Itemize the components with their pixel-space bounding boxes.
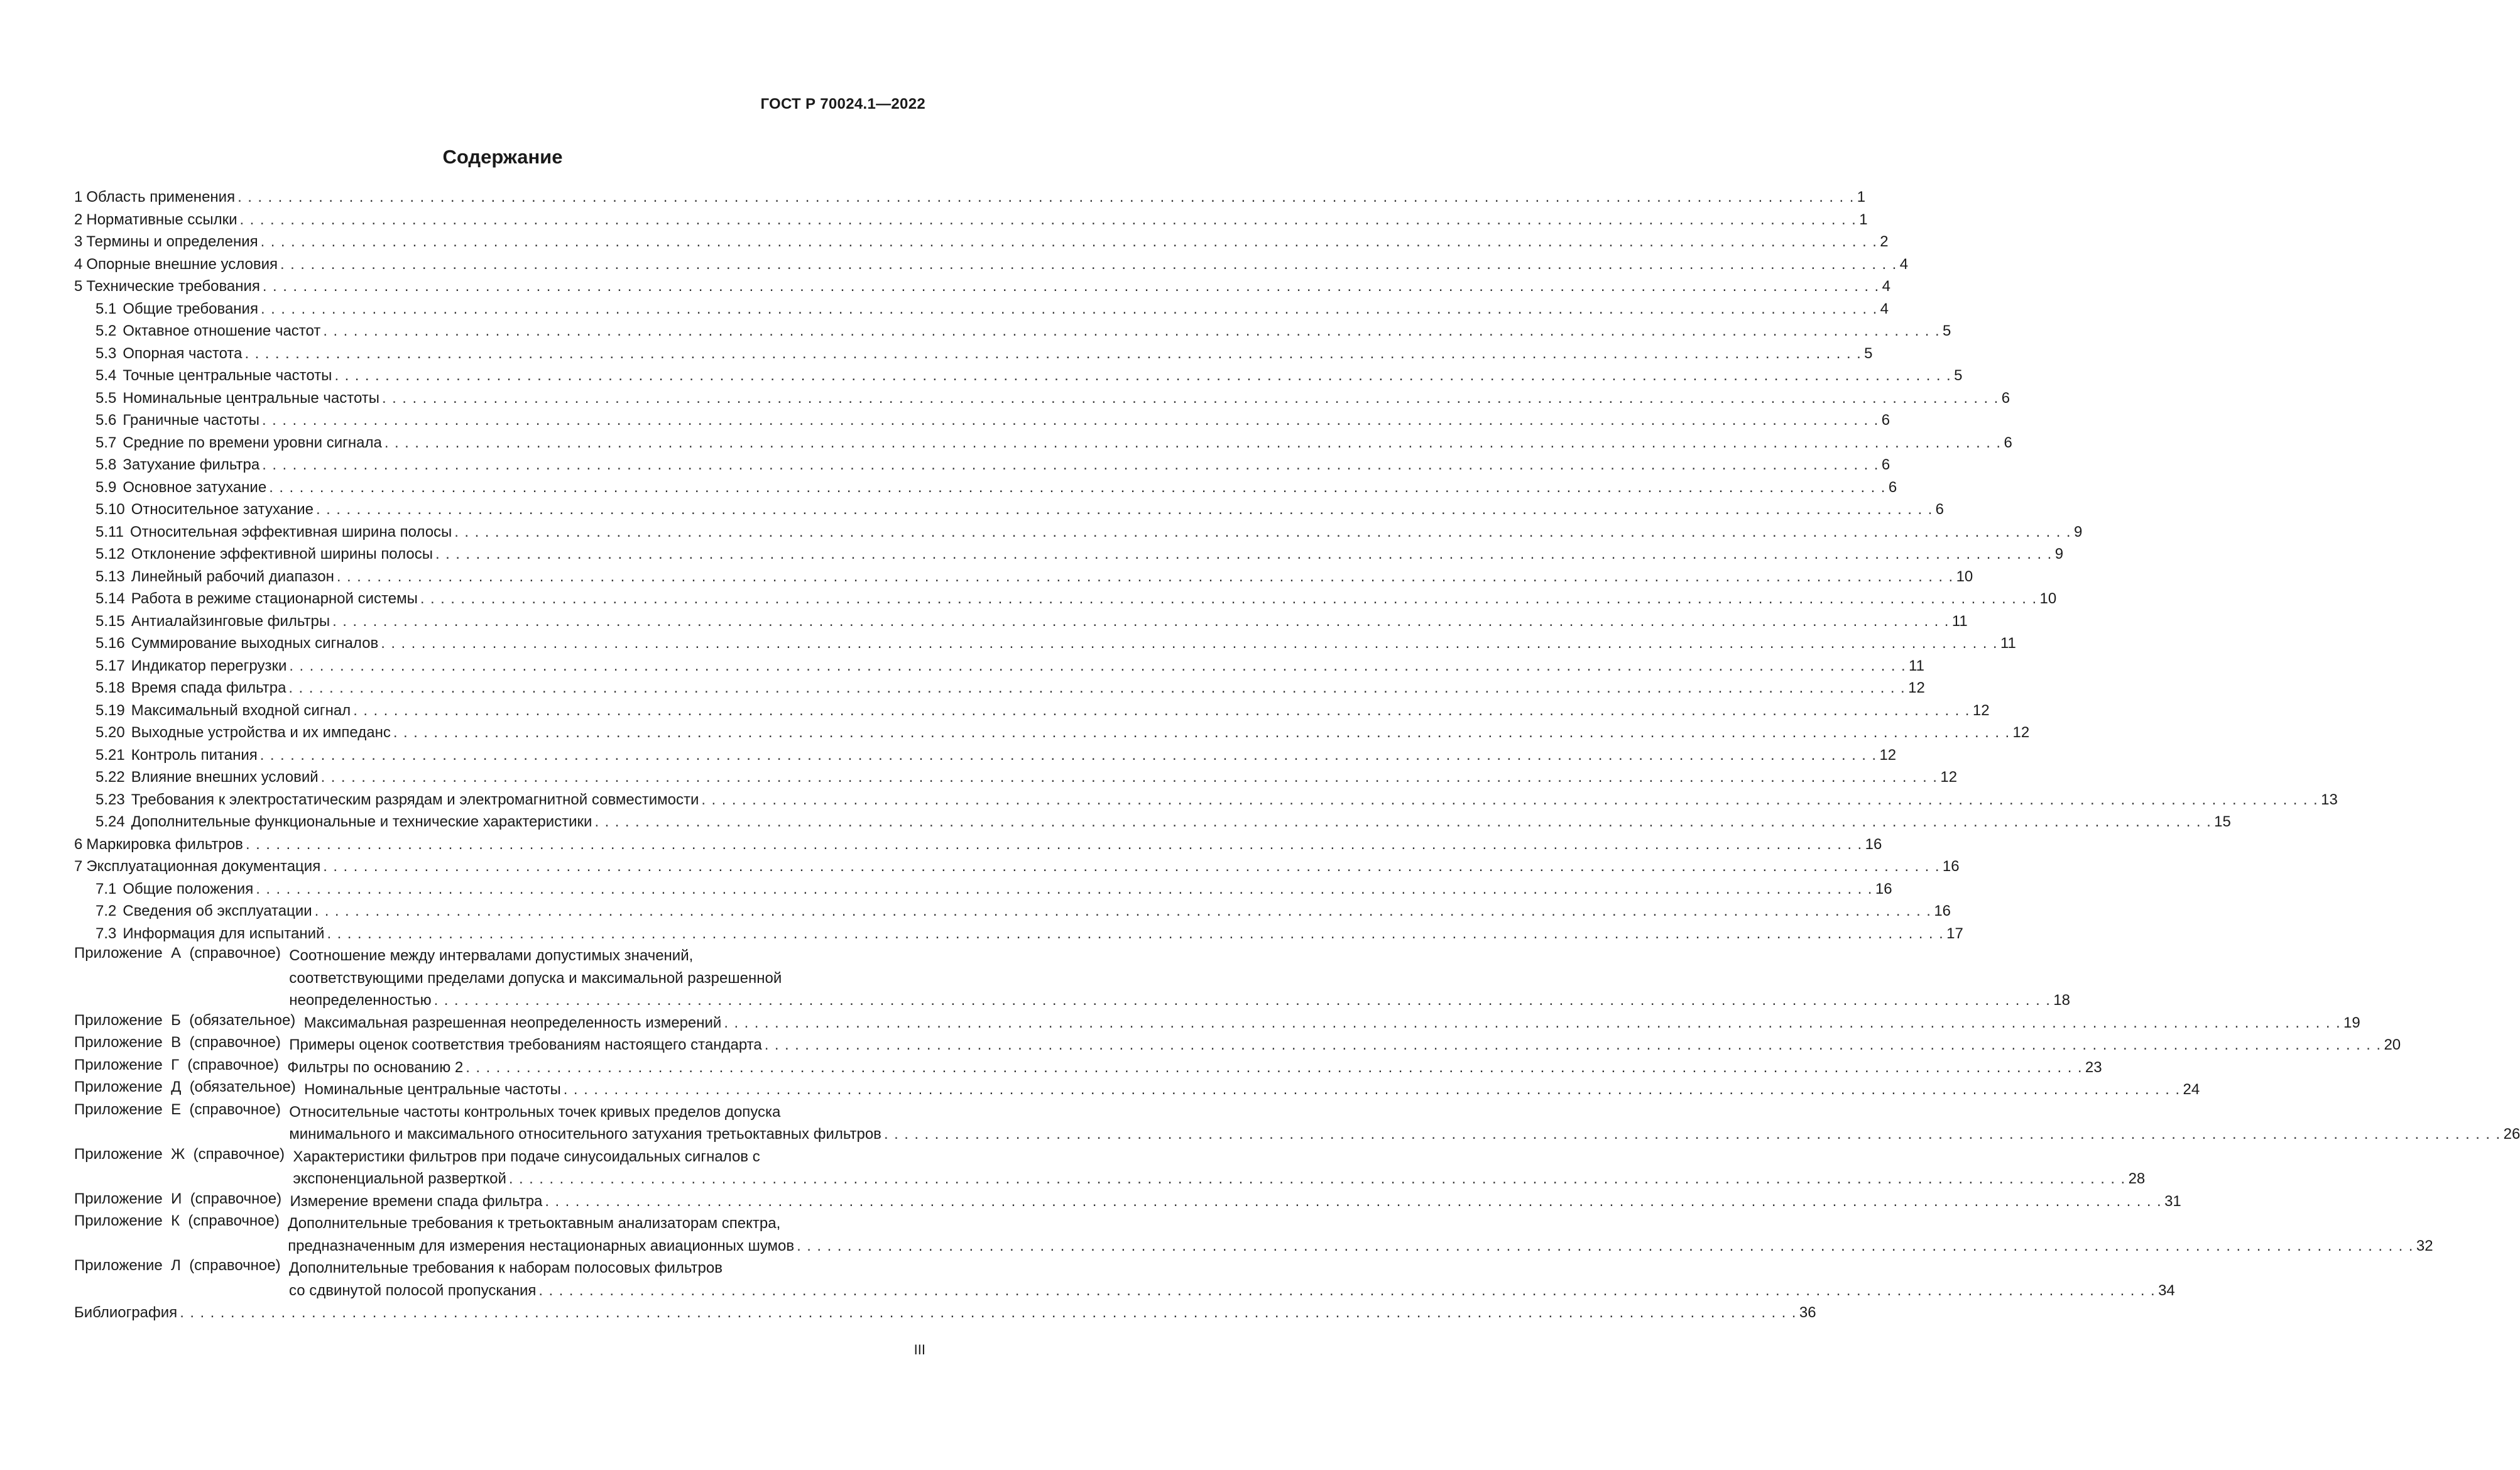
- toc-entry-label-group: [95, 610, 330, 633]
- dot-leader: [315, 900, 1932, 923]
- toc-entry-label-group: [95, 811, 592, 833]
- toc-entry-number: 5.20: [95, 724, 125, 741]
- dot-leader: [509, 1168, 2126, 1190]
- toc-entry-title: Дополнительные функциональные и технические характеристики: [131, 813, 592, 830]
- toc-entry[interactable]: [74, 878, 1892, 901]
- toc-entry-number: 7.2: [95, 902, 117, 919]
- dot-leader: [420, 588, 2037, 610]
- appendix-entry[interactable]: [74, 1257, 2175, 1302]
- appendix-prefix: Приложение Е (справочное): [74, 1100, 290, 1118]
- toc-entry[interactable]: [74, 655, 1924, 677]
- toc-entry-number: 5.12: [95, 546, 125, 562]
- toc-entry-page: 17: [1946, 924, 1963, 942]
- toc-entry-page: 11: [1909, 657, 1924, 674]
- toc-entry-number: 5.15: [95, 612, 125, 630]
- toc-entry[interactable]: [74, 231, 1889, 253]
- appendix-page: 23: [2085, 1058, 2102, 1076]
- dot-leader: [466, 1056, 2083, 1079]
- dot-leader: [724, 1012, 2341, 1034]
- toc-entry-page: 6: [1881, 412, 1890, 429]
- appendix-title-text: Измерение времени спада фильтра: [290, 1192, 543, 1210]
- toc-entry-number: 5.10: [95, 501, 125, 518]
- toc-entry-number: 5.6: [95, 412, 117, 429]
- appendix-body: [293, 1146, 2145, 1190]
- toc-entry-title: Технические требования: [86, 278, 260, 295]
- toc-entry-page: 5: [1943, 322, 1951, 339]
- toc-entry-number: 5.1: [95, 300, 117, 317]
- dot-leader: [256, 878, 1873, 901]
- toc-entry[interactable]: [74, 744, 1897, 767]
- document-code: ГОСТ Р 70024.1—2022: [760, 96, 925, 112]
- appendix-title-line: [288, 1235, 2433, 1258]
- toc-entry-label-group: [95, 498, 314, 521]
- toc-entry[interactable]: [74, 320, 1951, 343]
- toc-entry-title: Относительное затухание: [131, 501, 314, 518]
- appendix-body: [288, 1212, 2433, 1257]
- toc-entry-title: Граничные частоты: [123, 412, 260, 429]
- toc-entry[interactable]: [74, 454, 1890, 476]
- appendix-body: [289, 1257, 2175, 1302]
- toc-entry[interactable]: [74, 365, 1963, 387]
- toc-entry-label-group: [95, 588, 418, 610]
- appendix-title-line: [287, 1056, 2102, 1079]
- toc-entry-number: 5.19: [95, 701, 125, 719]
- dot-leader: [262, 409, 1879, 432]
- appendix-entry[interactable]: [74, 1056, 2102, 1079]
- toc-entry[interactable]: [74, 610, 1968, 633]
- toc-entry-title: Информация для испытаний: [123, 924, 325, 942]
- toc-entry[interactable]: [74, 253, 1909, 276]
- toc-entry-title: Работа в режиме стационарной системы: [131, 590, 418, 607]
- toc-entry-number: 5.16: [95, 635, 125, 652]
- appendix-body: [304, 1078, 2200, 1101]
- appendix-title-line: [289, 1123, 2520, 1146]
- table-of-contents: [74, 186, 2520, 1324]
- toc-entry-page: 6: [1935, 501, 1945, 518]
- toc-entry[interactable]: [74, 566, 1973, 588]
- toc-entry-label-group: [74, 209, 237, 231]
- appendix-title-text: экспоненциальной разверткой: [293, 1170, 506, 1187]
- dot-leader: [263, 275, 1880, 298]
- toc-entry-label-group: [95, 409, 259, 432]
- toc-entry-label-group: [74, 855, 320, 878]
- appendix-title-text: Соотношение между интервалами допустимых значений,: [289, 947, 694, 964]
- dot-leader: [435, 543, 2053, 566]
- toc-entry[interactable]: [74, 387, 2010, 410]
- toc-entry-label-group: [74, 833, 243, 856]
- appendix-prefix: Приложение Д (обязательное): [74, 1078, 305, 1095]
- toc-entry[interactable]: [74, 476, 1897, 499]
- toc-entry-page: 1: [1859, 211, 1868, 228]
- appendix-title-line: [304, 1078, 2200, 1101]
- toc-entry-number: 1: [74, 189, 83, 206]
- toc-entry-label-group: [95, 923, 324, 945]
- dot-leader: [385, 432, 2002, 454]
- toc-entry-title: Опорные внешние условия: [86, 255, 278, 273]
- toc-entry-number: 5.11: [95, 523, 124, 540]
- toc-entry-label-group: [95, 454, 259, 476]
- appendix-title-text: Дополнительные требования к третьоктавным анализаторам спектра,: [288, 1215, 781, 1232]
- toc-entry-label-group: [95, 655, 286, 677]
- appendix-prefix: Приложение К (справочное): [74, 1212, 288, 1229]
- appendix-entry[interactable]: [74, 1078, 2200, 1101]
- appendix-title-text: со сдвинутой полосой пропускания: [288, 1281, 537, 1299]
- appendix-page: 34: [2158, 1281, 2175, 1299]
- dot-leader: [454, 521, 2071, 544]
- appendix-title-text: Дополнительные требования к наборам полосовых фильтров: [288, 1259, 723, 1276]
- toc-entry-title: Основное затухание: [123, 478, 267, 496]
- toc-entry-number: 5.4: [95, 367, 117, 384]
- appendix-entry[interactable]: [74, 945, 2070, 1012]
- appendix-title-line: [289, 1257, 2175, 1280]
- toc-entry-page: 12: [1972, 701, 1990, 719]
- dot-leader: [261, 231, 1878, 253]
- toc-entry-number: 6: [74, 835, 83, 853]
- appendix-title-text: соответствующими пределами допуска и максимальной разрешенной: [289, 969, 782, 987]
- toc-entry-page: 13: [2321, 791, 2338, 808]
- toc-entry-label-group: [95, 878, 253, 901]
- toc-entry-number: 2: [74, 211, 83, 228]
- toc-entry-title: Отклонение эффективной ширины полосы: [131, 546, 433, 562]
- toc-entry-page: 16: [1942, 858, 1960, 875]
- toc-entry-page: 16: [1865, 835, 1882, 853]
- toc-entry[interactable]: [74, 632, 2016, 655]
- toc-entry-page: 11: [1951, 612, 1968, 630]
- dot-leader: [260, 744, 1877, 767]
- appendix-entry[interactable]: [74, 1190, 2181, 1213]
- bibliography-page: 36: [1799, 1304, 1816, 1321]
- toc-entry-title: Точные центральные частоты: [123, 367, 332, 384]
- appendix-page: 24: [2183, 1081, 2200, 1098]
- toc-entry-number: 4: [74, 255, 83, 273]
- toc-entry-title: Средние по времени уровни сигнала: [123, 434, 382, 451]
- toc-entry[interactable]: [74, 588, 2057, 610]
- appendix-page: 20: [2384, 1036, 2401, 1053]
- toc-entry-page: 4: [1899, 255, 1909, 273]
- toc-entry-label-group: [95, 566, 334, 588]
- toc-entry-label-group: [95, 677, 286, 699]
- toc-entry-label-group: [74, 275, 260, 298]
- toc-entry[interactable]: [74, 432, 2012, 454]
- dot-leader: [269, 476, 1886, 499]
- dot-leader: [237, 186, 1855, 209]
- dot-leader: [765, 1034, 2382, 1056]
- dot-leader: [594, 811, 2212, 833]
- toc-entry-title: Область применения: [86, 189, 236, 206]
- appendix-page: 19: [2343, 1014, 2360, 1031]
- toc-entry-number: 5.21: [95, 746, 125, 764]
- toc-entry-title: Относительная эффективная ширина полосы: [129, 523, 452, 540]
- toc-entry-title: Сведения об эксплуатации: [123, 902, 312, 919]
- appendix-title-text: Характеристики фильтров при подаче синусоидальных сигналов с: [293, 1148, 760, 1165]
- toc-entry-number: 7.3: [95, 924, 117, 942]
- toc-entry-title: Маркировка фильтров: [86, 835, 243, 853]
- appendix-title-line: [289, 945, 2070, 967]
- toc-entry-number: 5.13: [95, 568, 125, 585]
- dot-leader: [261, 298, 1878, 321]
- toc-entry[interactable]: [74, 543, 2064, 566]
- toc-entry-page: 5: [1954, 367, 1963, 384]
- page-title: Содержание: [442, 146, 563, 168]
- toc-entry-title: Термины и определения: [86, 233, 258, 250]
- dot-leader: [316, 498, 1933, 521]
- toc-entry[interactable]: [74, 900, 1951, 923]
- toc-entry-number: 5.18: [95, 679, 125, 696]
- appendix-page: 28: [2128, 1170, 2146, 1187]
- dot-leader: [240, 209, 1857, 231]
- toc-entry-label-group: [95, 900, 312, 923]
- toc-entry-number: 5.8: [95, 456, 117, 473]
- appendix-page: 32: [2416, 1237, 2433, 1254]
- toc-entry-label-group: [95, 632, 378, 655]
- dot-leader: [393, 721, 2010, 744]
- toc-entry-page: 16: [1875, 880, 1892, 897]
- toc-entry[interactable]: [74, 275, 1890, 298]
- dot-leader: [280, 253, 1897, 276]
- appendix-prefix: Приложение И (справочное): [74, 1190, 290, 1207]
- toc-entry[interactable]: [74, 209, 1868, 231]
- toc-entry-number: 5.5: [95, 389, 117, 407]
- toc-entry[interactable]: [74, 699, 1990, 722]
- toc-entry-label-group: [95, 432, 382, 454]
- appendix-prefix: Приложение Ж (справочное): [74, 1145, 293, 1163]
- appendix-title-line: [288, 1212, 2433, 1235]
- dot-leader: [321, 766, 1938, 789]
- toc-entry-label-group: [95, 721, 391, 744]
- dot-leader: [701, 789, 2318, 811]
- toc-entry-page: 12: [2012, 724, 2030, 741]
- toc-entry-number: 5.7: [95, 434, 117, 451]
- toc-entry-page: 6: [2001, 389, 2010, 407]
- dot-leader: [288, 677, 1906, 699]
- dot-leader: [289, 655, 1906, 677]
- dot-leader: [323, 855, 1940, 878]
- toc-entry-title: Индикатор перегрузки: [131, 657, 287, 674]
- appendix-title-line: [289, 1034, 2401, 1056]
- toc-entry-number: 5: [74, 278, 83, 295]
- bibliography-entry[interactable]: [74, 1302, 1816, 1324]
- toc-entry-number: 5.24: [95, 813, 125, 830]
- dot-leader: [323, 320, 1940, 343]
- dot-leader: [538, 1280, 2156, 1302]
- toc-entry-page: 6: [2004, 434, 2012, 451]
- appendix-prefix: Приложение В (справочное): [74, 1034, 290, 1051]
- toc-entry-page: 4: [1882, 278, 1890, 295]
- toc-entry[interactable]: [74, 186, 1866, 209]
- appendix-body: [287, 1056, 2102, 1079]
- toc-entry-title: Суммирование выходных сигналов: [131, 635, 379, 652]
- appendix-page: 31: [2164, 1192, 2181, 1210]
- appendix-entry[interactable]: [74, 1100, 2520, 1146]
- toc-entry-page: 2: [1880, 233, 1889, 250]
- toc-entry-title: Нормативные ссылки: [86, 211, 237, 228]
- appendix-title-text: неопределенностью: [289, 992, 432, 1009]
- toc-entry-number: 5.23: [95, 791, 125, 808]
- toc-entry[interactable]: [74, 409, 1890, 432]
- toc-entry[interactable]: [74, 766, 1958, 789]
- appendix-title-text: предназначенным для измерения нестационарных авиационных шумов: [288, 1237, 795, 1254]
- dot-leader: [262, 454, 1879, 476]
- appendix-body: [289, 1101, 2520, 1146]
- toc-entry-page: 16: [1934, 902, 1951, 919]
- toc-entry-page: 10: [1956, 568, 1973, 585]
- appendix-title-line: [304, 1012, 2360, 1034]
- toc-entry-label-group: [95, 298, 258, 321]
- toc-entry-label-group: [74, 253, 278, 276]
- toc-entry-page: 12: [1940, 769, 1958, 786]
- toc-entry-title: Общие требования: [123, 300, 258, 317]
- toc-entry[interactable]: [74, 923, 1963, 945]
- appendix-prefix: Приложение Б (обязательное): [74, 1011, 304, 1029]
- appendix-entry[interactable]: [74, 1145, 2146, 1190]
- toc-entry[interactable]: [74, 521, 2083, 544]
- dot-leader: [180, 1302, 1797, 1324]
- bibliography-label: Библиография: [74, 1304, 178, 1321]
- toc-entry-title: Антиалайзинговые фильтры: [131, 612, 330, 630]
- toc-entry-number: 3: [74, 233, 83, 250]
- toc-entry-label-group: [74, 186, 235, 209]
- toc-entry-label-group: [95, 320, 320, 343]
- appendix-prefix: Приложение А (справочное): [74, 945, 290, 962]
- toc-entry-title: Опорная частота: [123, 344, 243, 362]
- appendix-title-text: Номинальные центральные частоты: [304, 1081, 561, 1098]
- dot-leader: [332, 610, 1950, 633]
- toc-entry[interactable]: [74, 498, 1945, 521]
- toc-entry-page: 1: [1857, 189, 1866, 206]
- appendix-entry[interactable]: [74, 1034, 2401, 1056]
- dot-leader: [382, 387, 1999, 410]
- toc-entry-page: 10: [2039, 590, 2057, 607]
- toc-entry-title: Максимальный входной сигнал: [131, 701, 351, 719]
- appendix-title-line: [289, 1280, 2175, 1302]
- toc-entry-title: Время спада фильтра: [131, 679, 286, 696]
- toc-entry[interactable]: [74, 343, 1873, 365]
- toc-entry-title: Выходные устройства и их импеданс: [131, 724, 391, 741]
- dot-leader: [381, 632, 1998, 655]
- appendix-page: 18: [2053, 992, 2070, 1009]
- toc-entry-title: Влияние внешних условий: [131, 769, 319, 786]
- appendix-body: [290, 1190, 2181, 1213]
- toc-entry-title: Требования к электростатическим разрядам и электромагнитной совместимости: [131, 791, 699, 808]
- toc-entry[interactable]: [74, 298, 1889, 321]
- toc-entry-label-group: [95, 521, 452, 544]
- dot-leader: [334, 365, 1951, 387]
- toc-entry-label-group: [95, 343, 242, 365]
- toc-entry-page: 6: [1881, 456, 1890, 473]
- toc-entry-number: 5.9: [95, 478, 117, 496]
- dot-leader: [434, 989, 2051, 1012]
- dot-leader: [884, 1123, 2501, 1146]
- dot-leader: [797, 1235, 2414, 1258]
- appendix-body: [289, 1034, 2401, 1056]
- dot-leader: [244, 343, 1862, 365]
- toc-entry-label-group: [95, 766, 319, 789]
- dot-leader: [337, 566, 1954, 588]
- toc-entry-number: 5.14: [95, 590, 125, 607]
- appendix-title-line: [289, 967, 2070, 990]
- toc-entry-title: Линейный рабочий диапазон: [131, 568, 334, 585]
- toc-entry-page: 9: [2073, 523, 2083, 540]
- toc-entry-label-group: [95, 744, 258, 767]
- appendix-prefix: Приложение Г (справочное): [74, 1056, 288, 1073]
- toc-entry-page: 5: [1864, 344, 1873, 362]
- toc-entry-label-group: [95, 789, 699, 811]
- toc-entry-label-group: [74, 231, 258, 253]
- appendix-title-text: Относительные частоты контрольных точек кривых пределов допуска: [289, 1103, 781, 1121]
- toc-entry-number: 7.1: [95, 880, 117, 897]
- toc-entry-number: 7: [74, 858, 83, 875]
- toc-entry-page: 4: [1880, 300, 1889, 317]
- toc-entry-page: 12: [1908, 679, 1925, 696]
- toc-entry-number: 5.2: [95, 322, 117, 339]
- toc-entry[interactable]: [74, 855, 1960, 878]
- dot-leader: [246, 833, 1863, 856]
- appendix-title-line: [293, 1168, 2145, 1190]
- appendix-title-text: Фильтры по основанию 2: [287, 1058, 464, 1076]
- toc-entry-title: Октавное отношение частот: [123, 322, 321, 339]
- toc-entry-number: 5.3: [95, 344, 117, 362]
- toc-entry-title: Эксплуатационная документация: [86, 858, 321, 875]
- toc-entry-page: 15: [2214, 813, 2231, 830]
- page-number: III: [914, 1342, 925, 1358]
- toc-entry-page: 9: [2054, 546, 2064, 562]
- appendix-title-text: Примеры оценок соответствия требованиям настоящего стандарта: [289, 1036, 762, 1053]
- toc-entry[interactable]: [74, 811, 2231, 833]
- appendix-page: 26: [2503, 1126, 2520, 1143]
- toc-entry-title: Номинальные центральные частоты: [123, 389, 380, 407]
- toc-entry-page: 12: [1879, 746, 1897, 764]
- toc-entry[interactable]: [74, 833, 1882, 856]
- toc-entry[interactable]: [74, 789, 2338, 811]
- appendix-body: [304, 1012, 2360, 1034]
- dot-leader: [327, 923, 1944, 945]
- toc-entry-number: 5.22: [95, 769, 125, 786]
- toc-entry[interactable]: [74, 677, 1925, 699]
- toc-entry-label-group: [95, 699, 351, 722]
- toc-entry-title: Затухание фильтра: [123, 456, 260, 473]
- appendix-entry[interactable]: [74, 1212, 2433, 1257]
- toc-entry-title: Общие положения: [123, 880, 254, 897]
- toc-entry[interactable]: [74, 721, 2030, 744]
- appendix-title-line: [290, 1190, 2181, 1213]
- toc-entry-page: 11: [2000, 635, 2016, 652]
- dot-leader: [353, 699, 1970, 722]
- toc-entry-page: 6: [1888, 478, 1897, 496]
- toc-entry-number: 5.17: [95, 657, 125, 674]
- appendix-title-text: Максимальная разрешенная неопределенность измерений: [303, 1014, 722, 1031]
- appendix-prefix: Приложение Л (справочное): [74, 1257, 289, 1274]
- toc-entry-label-group: [95, 543, 433, 566]
- appendix-entry[interactable]: [74, 1011, 2360, 1034]
- dot-leader: [564, 1078, 2181, 1101]
- appendix-title-line: [289, 1101, 2520, 1124]
- appendix-title-line: [289, 989, 2070, 1012]
- toc-entry-label-group: [95, 476, 266, 499]
- appendix-body: [289, 945, 2070, 1012]
- toc-entry-label-group: [95, 387, 379, 410]
- dot-leader: [545, 1190, 2162, 1213]
- toc-entry-title: Контроль питания: [131, 746, 258, 764]
- appendix-title-line: [293, 1146, 2145, 1168]
- appendix-title-text: минимального и максимального относительного затухания третьоктавных фильтров: [289, 1126, 881, 1143]
- toc-entry-label-group: [95, 365, 332, 387]
